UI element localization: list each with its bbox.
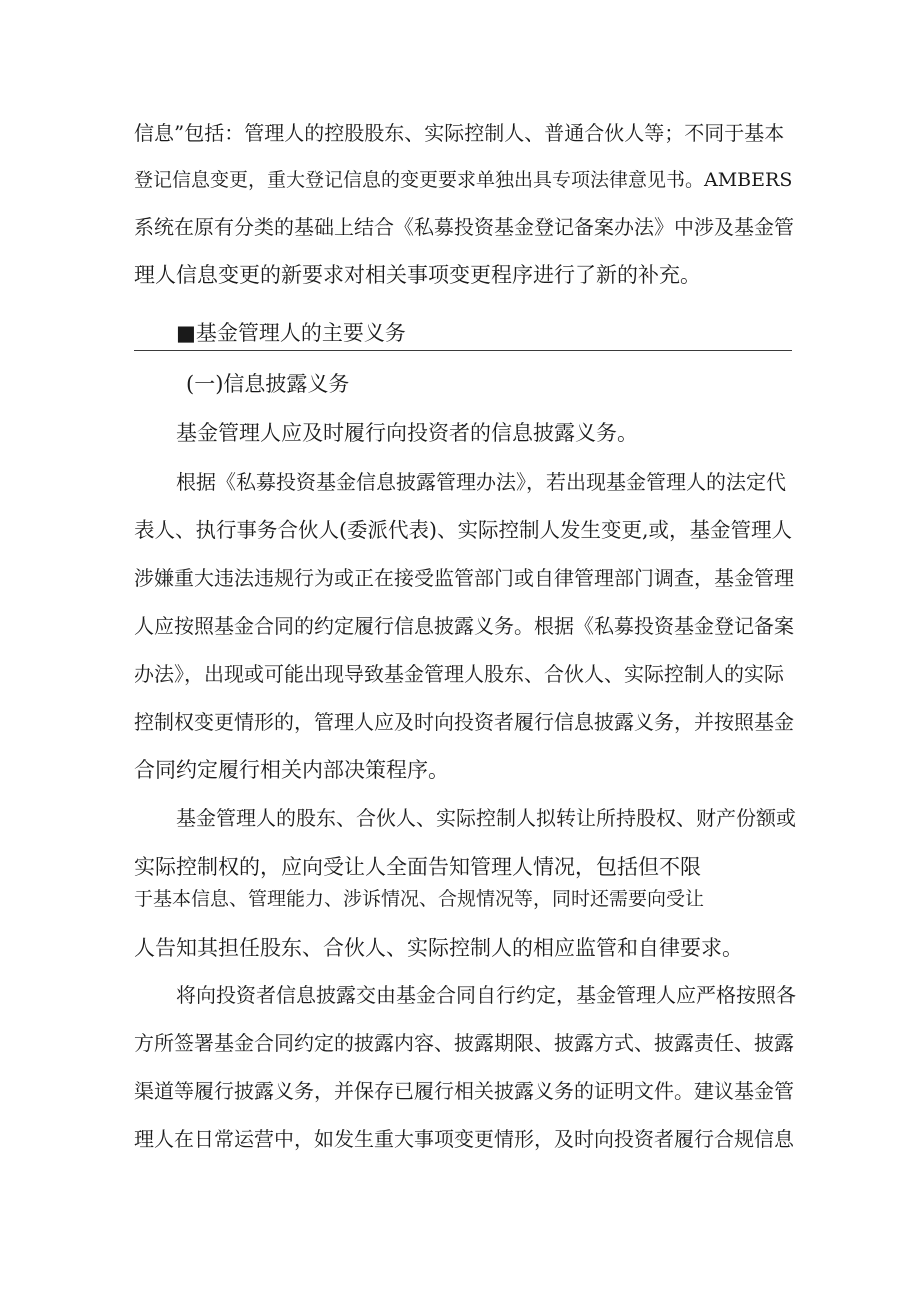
- text-line: 实际控制权的，应向受让人全面告知管理人情况，包括但不限: [134, 855, 701, 879]
- text-line: 系统在原有分类的基础上结合《私募投资基金登记备案办法》中涉及基金管: [134, 215, 794, 239]
- text-line: 表人、执行事务合伙人(委派代表)、实际控制人发生变更,或，基金管理人: [134, 518, 793, 542]
- text-line: 方所签署基金合同约定的披露内容、披露期限、披露方式、披露责任、披露: [134, 1031, 794, 1055]
- text-line: 根据《私募投资基金信息披露管理办法》，若出现基金管理人的法定代: [176, 470, 786, 494]
- text-line: 人告知其担任股东、合伙人、实际控制人的相应监管和自律要求。: [134, 936, 743, 960]
- text-line: 信息”包括：管理人的控股股东、实际控制人、普通合伙人等；不同于基本: [134, 121, 785, 145]
- text-line: 基金管理人的股东、合伙人、实际控制人拟转让所持股权、财产份额或: [176, 806, 796, 830]
- text-line: 办法》，出现或可能出现导致基金管理人股东、合伙人、实际控制人的实际: [134, 662, 784, 686]
- text-line: 理人信息变更的新要求对相关事项变更程序进行了新的补充。: [134, 263, 701, 287]
- text-line: 控制权变更情形的，管理人应及时向投资者履行信息披露义务，并按照基金: [134, 710, 794, 734]
- text-line: 理人在日常运营中，如发生重大事项变更情形，及时向投资者履行合规信息: [134, 1127, 794, 1151]
- text-line: 登记信息变更，重大登记信息的变更要求单独出具专项法律意见书。AMBERS: [134, 169, 793, 191]
- text-line: 渠道等履行披露义务，并保存已履行相关披露义务的证明文件。建议基金管: [134, 1079, 794, 1103]
- text-line: 于基本信息、管理能力、涉诉情况、合规情况等，同时还需要向受让: [134, 888, 705, 910]
- text-line: 合同约定履行相关内部决策程序。: [134, 758, 449, 782]
- text-line: 人应按照基金合同的约定履行信息披露义务。根据《私募投资基金登记备案: [134, 614, 794, 638]
- text-line: 基金管理人应及时履行向投资者的信息披露义务。: [176, 421, 638, 445]
- divider-line: [134, 350, 792, 351]
- subsection-heading: (一)信息披露义务: [186, 372, 350, 396]
- section-heading: ■基金管理人的主要义务: [176, 321, 406, 345]
- text-line: 涉嫌重大违法违规行为或正在接受监管部门或自律管理部门调查，基金管理: [134, 566, 794, 590]
- text-line: 将向投资者信息披露交由基金合同自行约定，基金管理人应严格按照各: [176, 983, 796, 1007]
